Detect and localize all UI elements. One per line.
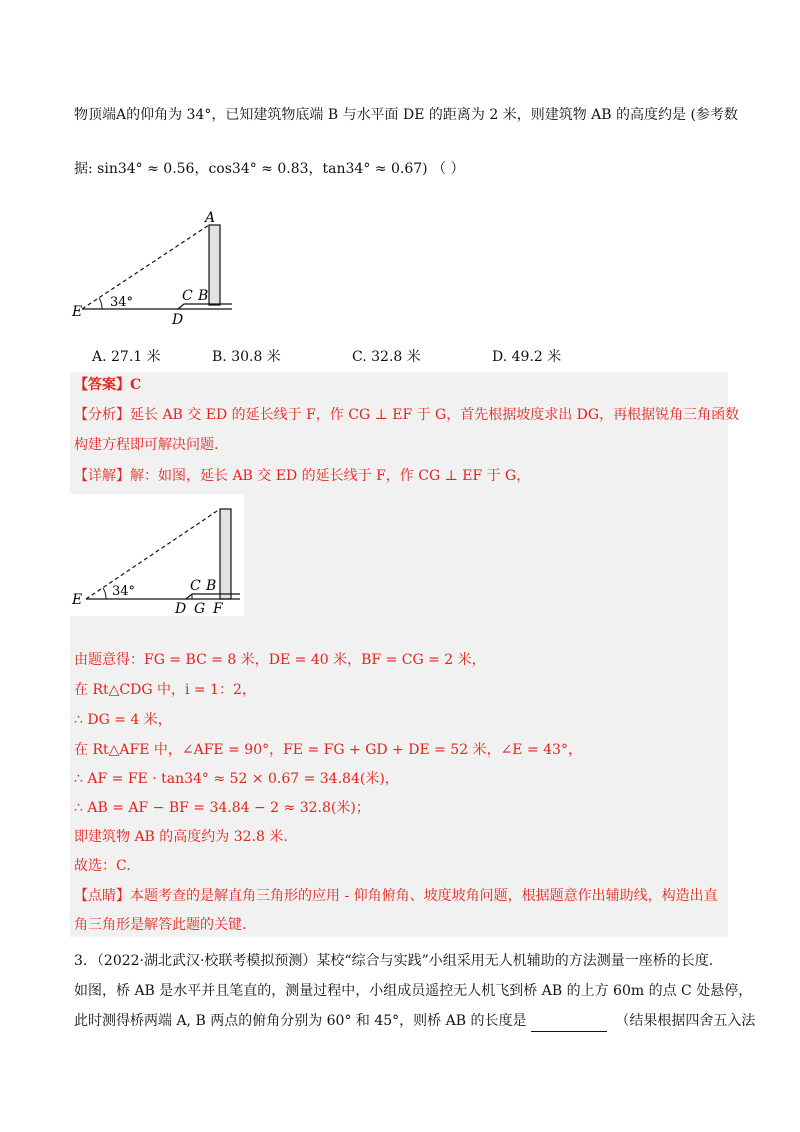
label-D-2: D (175, 601, 187, 616)
comment-line-2: 角三角形是解答此题的关键. (74, 917, 247, 933)
q3-line-3-text: 此时测得桥两端 A, B 两点的俯角分别为 60° 和 45°，则桥 AB 的长度是 (74, 1013, 527, 1029)
figure-building-elevation (68, 208, 238, 328)
step-8: 故选：C. (74, 858, 131, 874)
detail-line: 【详解】解：如图，延长 AB 交 ED 的延长线于 F，作 CG ⊥ EF 于 G， (74, 468, 531, 484)
label-B-2: B (206, 578, 217, 594)
answer-blank[interactable] (531, 1017, 607, 1032)
label-F-2: F (213, 601, 223, 616)
q3-line-3 (74, 1010, 755, 1032)
question-text-line-2: 据: sin34° ≈ 0.56，cos34° ≈ 0.83，tan34° ≈ 0.67) （ ） (74, 161, 465, 177)
label-E: E (72, 304, 83, 320)
figure-solution-diagram (68, 494, 244, 616)
label-E-2: E (72, 592, 83, 608)
analysis-line-1: 【分析】延长 AB 交 ED 的延长线于 F，作 CG ⊥ EF 于 G，首先根据坡度求出 DG，再根据锐角三角函数 (74, 407, 740, 423)
q3-line-3-tail: （结果根据四舍五入法 (615, 1013, 756, 1029)
label-G-2: G (194, 601, 206, 616)
label-angle-2: 34° (112, 584, 136, 599)
step-1: 由题意得：FG = BC = 8 米，DE = 40 米，BF = CG = 2 米， (74, 652, 486, 668)
comment-line-1: 【点睛】本题考查的是解直角三角形的应用 - 仰角俯角、坡度坡角问题，根据题意作出辅助线，构造出直 (74, 888, 718, 904)
q3-line-2: 如图，桥 AB 是水平并且笔直的，测量过程中，小组成员遥控无人机飞到桥 AB 的上方 60m 的点 C 处悬停， (74, 983, 753, 999)
step-6: ∴ AB = AF − BF = 34.84 − 2 ≈ 32.8(米)； (74, 800, 370, 816)
label-B: B (198, 288, 209, 304)
q3-line-1: 3．（2022·湖北武汉·校联考模拟预测）某校“综合与实践”小组采用无人机辅助的方法测量一座桥的长度. (74, 953, 714, 969)
label-A: A (205, 210, 216, 226)
step-7: 即建筑物 AB 的高度约为 32.8 米. (74, 829, 288, 845)
label-C-2: C (190, 578, 201, 594)
option-c[interactable]: C. 32.8 米 (352, 349, 421, 365)
answer-line: 【答案】C (74, 377, 142, 393)
label-angle: 34° (110, 295, 134, 310)
step-4: 在 Rt△AFE 中，∠AFE = 90°，FE = FG + GD + DE = 52 米，∠E = 43°， (74, 742, 582, 758)
option-b[interactable]: B. 30.8 米 (212, 349, 281, 365)
option-d[interactable]: D. 49.2 米 (492, 349, 562, 365)
step-5: ∴ AF = FE · tan34° ≈ 52 × 0.67 = 34.84(米)， (74, 771, 399, 787)
option-a[interactable]: A. 27.1 米 (92, 349, 161, 365)
question-text-line-1: 物顶端A的仰角为 34°，已知建筑物底端 B 与水平面 DE 的距离为 2 米，则建筑物 AB 的高度约是 (参考数 (74, 107, 738, 123)
label-D: D (172, 312, 184, 328)
label-C: C (182, 288, 193, 304)
step-3: ∴ DG = 4 米， (74, 712, 172, 728)
step-2: 在 Rt△CDG 中，i = 1：2， (74, 682, 256, 698)
analysis-line-2: 构建方程即可解决问题. (74, 437, 219, 453)
